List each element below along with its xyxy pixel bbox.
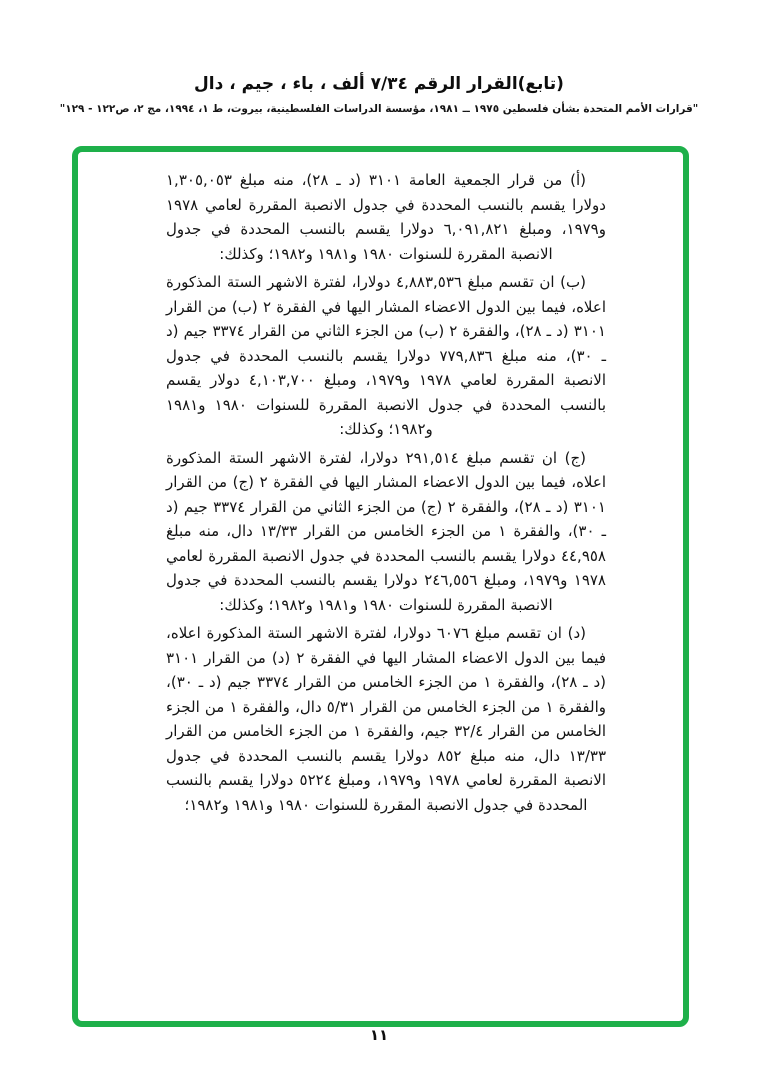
paragraph-d: (د) ان تقسم مبلغ ٦٠٧٦ دولارا، لفترة الاشهر الستة المذكورة اعلاه، فيما بين الدول الاعضاء المشار اليها في الفقرة ٢ (د) من القرار ٣١٠١ (د ـ ٢٨)، والفقرة ١ من الجزء الخامس من القرار ٣٣٧٤ جيم (د ـ ٣٠)، والفقرة ١ من الجزء الخامس من القرار ٥/٣١ دال، والفقرة ١ من الجزء الخامس من القرار ٣٢/٤ جيم، والفقرة ١ من الجزء الخامس من القرار ١٣/٣٣ دال، منه مبلغ ٨٥٢ دولارا يقسم بالنسب المحددة في جدول الانصبة المقررة لعامي ١٩٧٨ و١٩٧٩، ومبلغ ٥٢٢٤ دولارا يقسم بالنسب المحددة في جدول الانصبة المقررة للسنوات ١٩٨٠ و١٩٨١ و١٩٨٢؛	[166, 624, 607, 814]
resolution-body-text	[166, 168, 606, 821]
content-border-box	[72, 146, 689, 1027]
page-number: ١١	[369, 1026, 389, 1044]
paragraph-a: (أ) من قرار الجمعية العامة ٣١٠١ (د ـ ٢٨)، منه مبلغ ١,٣٠٥,٠٥٣ دولارا يقسم بالنسب المحددة في جدول الانصبة المقررة لعامي ١٩٧٨ و١٩٧٩، ومبلغ ٦,٠٩١,٨٢١ دولارا يقسم بالنسب المحددة في جدول الانصبة المقررة للسنوات ١٩٨٠ و١٩٨١ و١٩٨٢؛ وكذلك:	[166, 171, 606, 263]
paragraph-c: (ج) ان تقسم مبلغ ٢٩١,٥١٤ دولارا، لفترة الاشهر الستة المذكورة اعلاه، فيما بين الدول الاعضاء المشار اليها في الفقرة ٢ (ج) من القرار ٣١٠١ (د ـ ٢٨)، والفقرة ٢ (ج) من الجزء الثاني من القرار ٣٣٧٤ جيم (د ـ ٣٠)، والفقرة ١ من الجزء الخامس من القرار ١٣/٣٣ دال، منه مبلغ ٤٤,٩٥٨ دولارا يقسم بالنسب المحددة في جدول الانصبة المقررة لعامي ١٩٧٨ و١٩٧٩، ومبلغ ٢٤٦,٥٥٦ دولارا يقسم بالنسب المحددة في جدول الانصبة المقررة للسنوات ١٩٨٠ و١٩٨١ و١٩٨٢؛ وكذلك:	[166, 448, 606, 614]
document-title: (تابع)القرار الرقم ٧/٣٤ ألف ، باء ، جيم ، دال	[194, 74, 564, 94]
source-citation: "قرارات الأمم المتحدة بشأن فلسطين ١٩٧٥ ــ ١٩٨١، مؤسسة الدراسات الفلسطينية، بيروت، ط ١، ١٩٩٤، مج ٢، ص١٢٢ - ١٢٩"	[59, 103, 699, 115]
paragraph-b: (ب) ان تقسم مبلغ ٤,٨٨٣,٥٣٦ دولارا، لفترة الاشهر الستة المذكورة اعلاه، فيما بين الدول الاعضاء المشار اليها في الفقرة ٢ (ب) من القرار ٣١٠١ (د ـ ٢٨)، والفقرة ٢ (ب) من الجزء الثاني من القرار ٣٣٧٤ جيم (د ـ ٣٠)، منه مبلغ ٧٧٩,٨٣٦ دولارا يقسم بالنسب المحددة في جدول الانصبة المقررة لعامي ١٩٧٨ و١٩٧٩، ومبلغ ٤,١٠٣,٧٠٠ دولار يقسم بالنسب المحددة في جدول الانصبة المقررة للسنوات ١٩٨٠ و١٩٨١ و١٩٨٢؛ وكذلك:	[166, 273, 606, 438]
